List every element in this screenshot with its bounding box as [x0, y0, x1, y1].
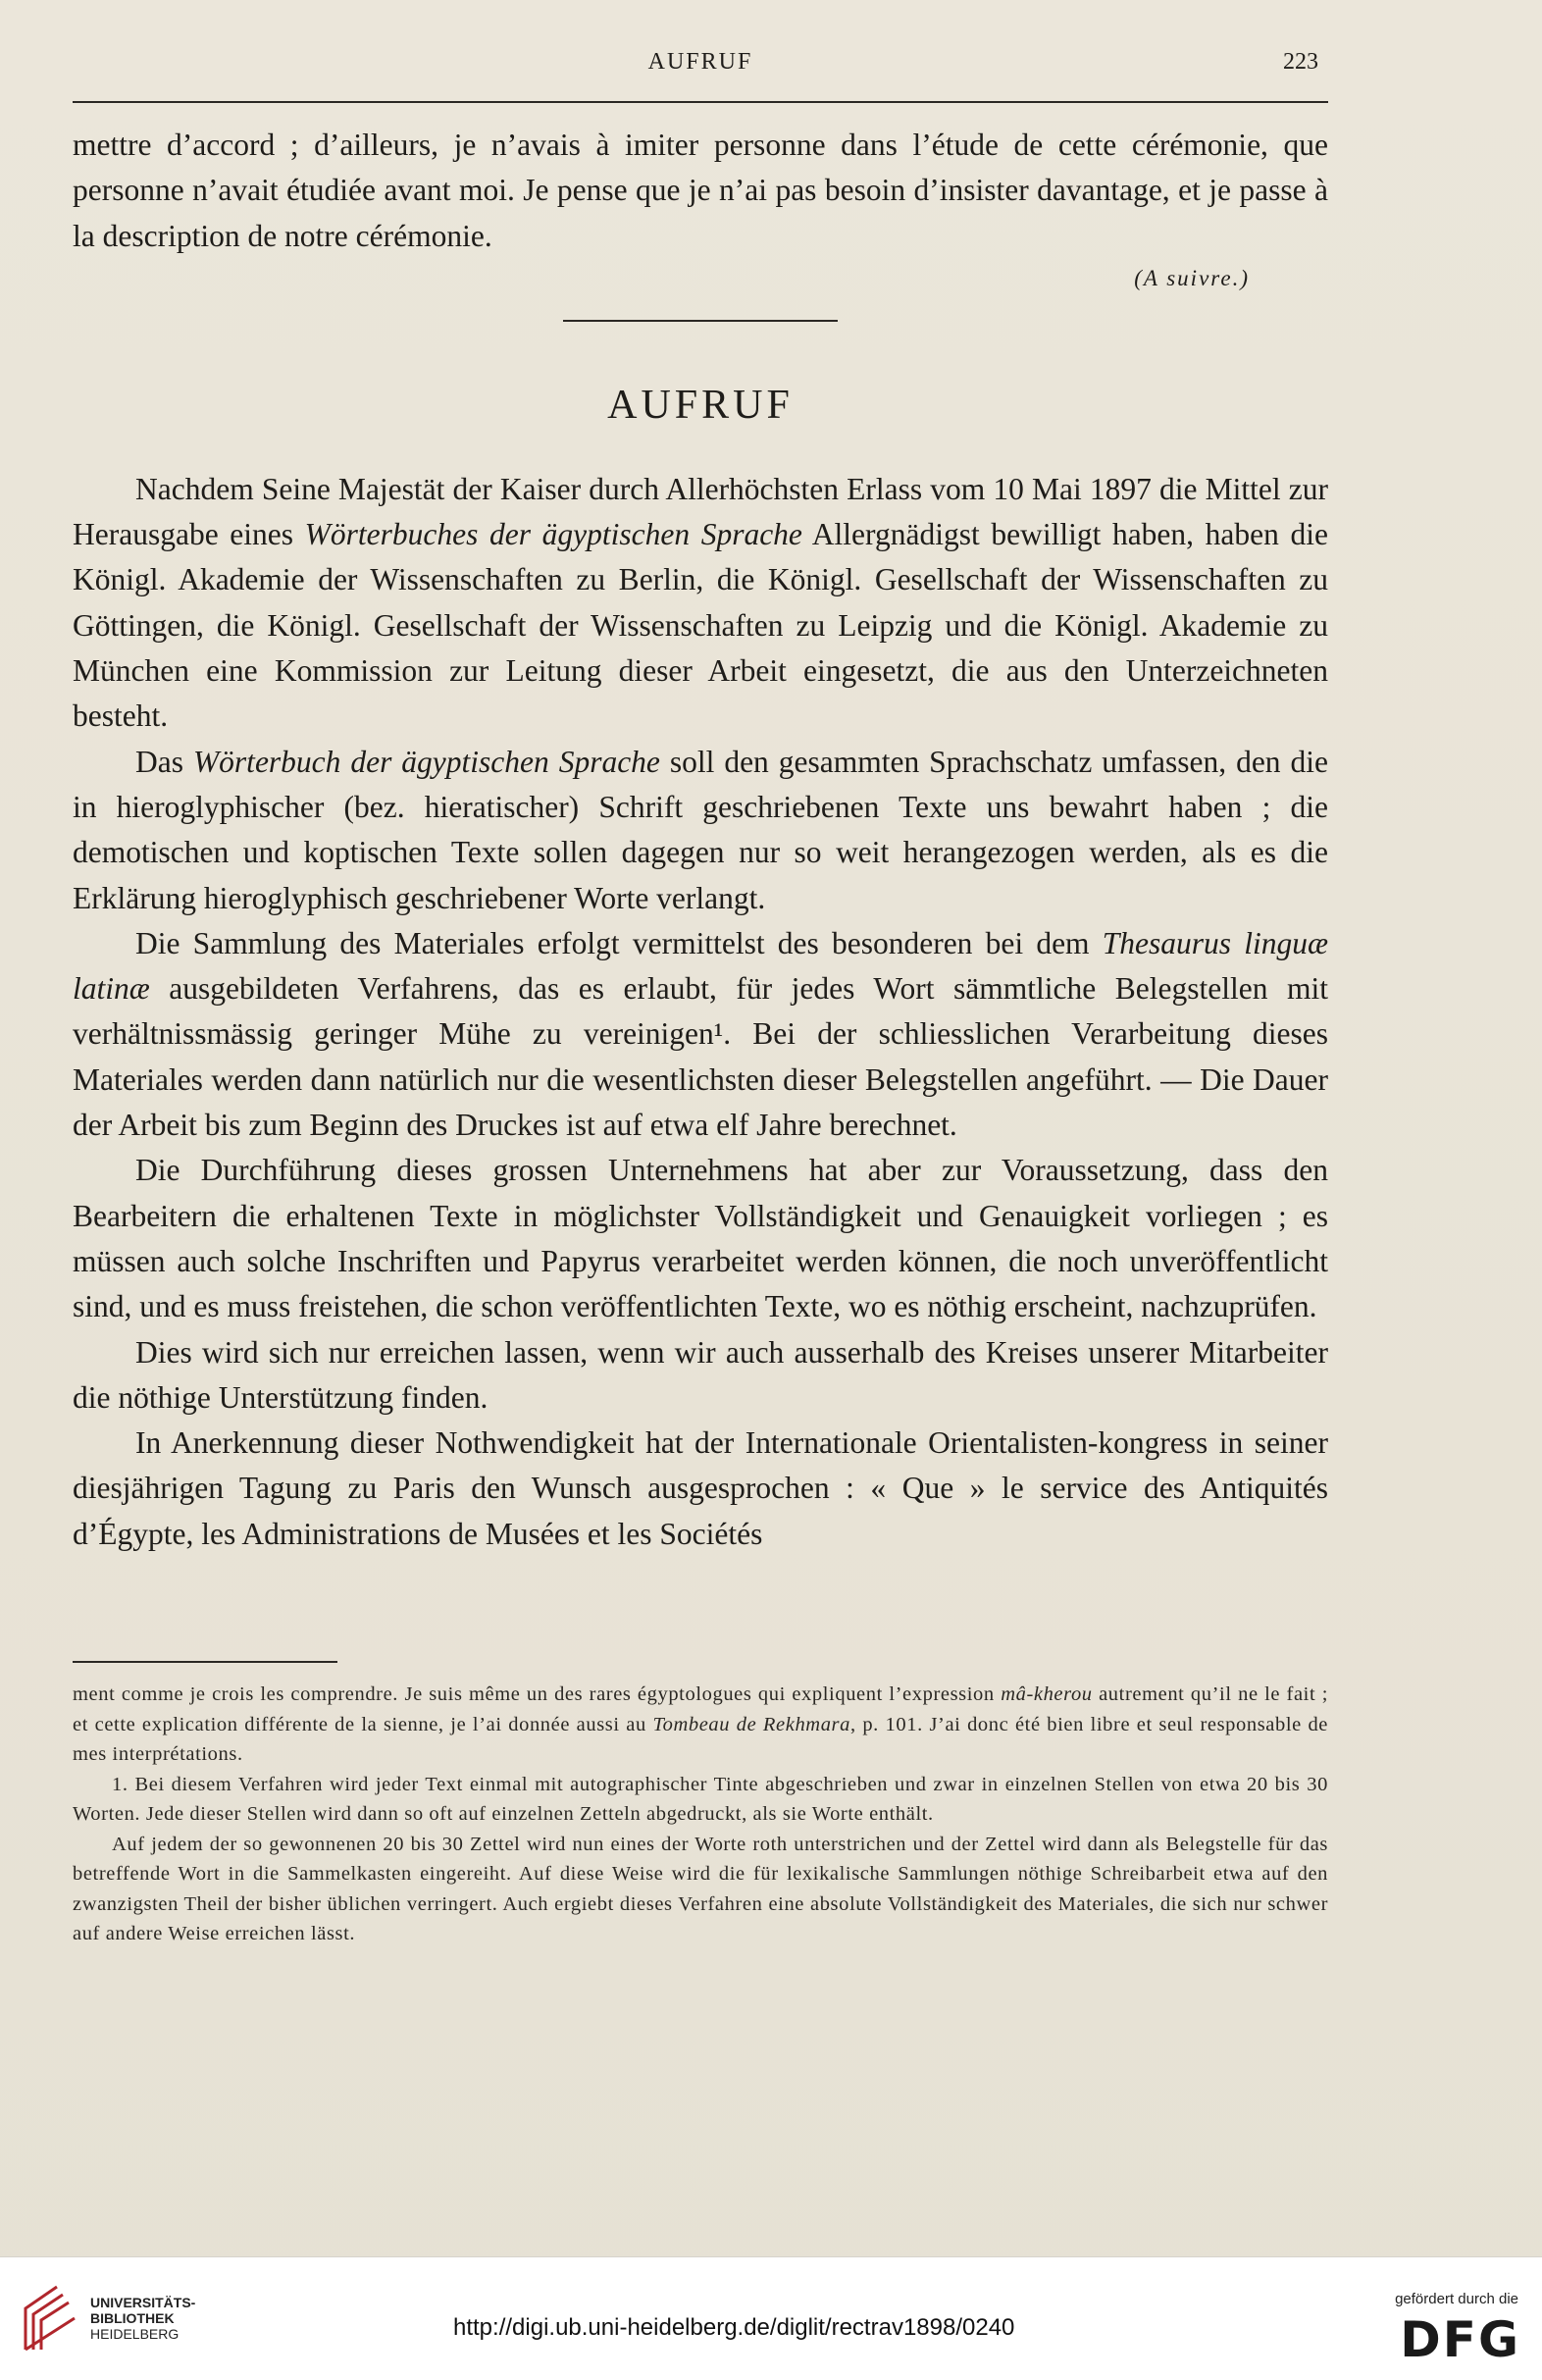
paragraph: Das Wörterbuch der ägyptischen Sprache soll den gesammten Sprachschatz umfassen, den die in hieroglyphischer (bez. hieratischer) Schrift geschriebenen Texte uns bewahrt haben ; die demotischen und koptischen Texte sollen dagegen nur so weit herangezogen werden, als es die Erklärung hieroglyphisch geschriebener Worte verlangt.	[73, 744, 1328, 915]
a-suivre-note: (A suivre.)	[1134, 265, 1250, 290]
running-title: AUFRUF	[647, 49, 753, 75]
footnote-1: 1. Bei diesem Verfahren wird jeder Text einmal mit autographischer Tinte abgeschrieben und zwar in einzelnen Stellen von etwa 20 bis 30 Worten. Jede dieser Stellen wird dann so oft auf einzelnen Zetteln abgedruckt, als sie Worte enthält.	[73, 1773, 1328, 1825]
ub-heidelberg-logo-icon[interactable]	[18, 2279, 82, 2357]
footnote-rule	[73, 1661, 337, 1663]
dfg-logo[interactable]: DFG	[1400, 2311, 1520, 2368]
body-text	[73, 123, 1328, 1557]
footnote-1-continued: Auf jedem der so gewonnenen 20 bis 30 Zettel wird nun eines der Worte roth unterstrichen und der Zettel wird dann als Belegstelle für das betreffende Wort in die Sammelkasten eingereiht. Auf diese Weise wird die für lexikalische Sammlungen nöthige Schreibarbeit etwa auf den zwanzigsten Theil der bisher üblichen verringert. Auch ergiebt dieses Verfahren eine absolute Vollständigkeit des Materiales, die sich nur schwer auf andere Weise erreichen lässt.	[73, 1833, 1328, 1944]
paragraph: Dies wird sich nur erreichen lassen, wenn wir auch ausserhalb des Kreises unserer Mitarbeiter die nöthige Unterstützung finden.	[73, 1334, 1328, 1415]
running-head	[73, 49, 1328, 88]
header-rule	[73, 101, 1328, 103]
library-name[interactable]: UNIVERSITÄTS- BIBLIOTHEK HEIDELBERG	[90, 2295, 196, 2342]
digitization-banner	[0, 2256, 1542, 2380]
permalink-url[interactable]: http://digi.ub.uni-heidelberg.de/diglit/rectrav1898/0240	[453, 2314, 1015, 2341]
funding-caption: gefördert durch die	[1395, 2291, 1518, 2307]
footnotes	[73, 1680, 1328, 1949]
intro-paragraph: mettre d’accord ; d’ailleurs, je n’avais à imiter personne dans l’étude de cette cérémonie, que personne n’avait étudiée avant moi. Je pense que je n’ai pas besoin d’insister davantage, et je passe à la description de notre cérémonie.	[73, 128, 1328, 253]
page-number: 223	[1283, 49, 1318, 75]
section-title: AUFRUF	[607, 382, 794, 428]
paragraph: Nachdem Seine Majestät der Kaiser durch Allerhöchsten Erlass vom 10 Mai 1897 die Mittel zur Herausgabe eines Wörterbuches der ägyptischen Sprache Allergnädigst bewilligt haben, haben die Königl. Akademie der Wissenschaften zu Berlin, die Königl. Gesellschaft der Wissenschaften zu Göttingen, die Königl. Gesellschaft der Wissenschaften zu Leipzig und die Königl. Akademie zu München eine Kommission zur Leitung dieser Arbeit eingesetzt, die aus den Unterzeichneten besteht.	[73, 471, 1328, 734]
paragraph: Die Sammlung des Materiales erfolgt vermittelst des besonderen bei dem Thesaurus linguæ latinæ ausgebildeten Verfahrens, das es erlaubt, für jedes Wort sämmtliche Belegstellen mit verhältnissmässig geringer Mühe zu vereinigen¹. Bei der schliesslichen Verarbeitung dieses Materiales werden dann natürlich nur die wesentlichsten dieser Belegstellen angeführt. — Die Dauer der Arbeit bis zum Beginn des Druckes ist auf etwa elf Jahre berechnet.	[73, 925, 1328, 1143]
paragraph: In Anerkennung dieser Nothwendigkeit hat der Internationale Orientalisten-kongress in seiner diesjährigen Tagung zu Paris den Wunsch ausgesprochen : « Que » le service des Antiquités d’Égypte, les Administrations de Musées et les Sociétés	[73, 1425, 1328, 1551]
section-separator	[563, 320, 838, 322]
footnote-continuation: ment comme je crois les comprendre. Je suis même un des rares égyptologues qui expliquent l’expression mâ-kherou autrement qu’il ne le fait ; et cette explication différente de la sienne, je l’ai donnée aussi au Tombeau de Rekhmara, p. 101. J’ai donc été bien libre et seul responsable de mes interprétations.	[73, 1683, 1329, 1765]
paragraph: Die Durchführung dieses grossen Unternehmens hat aber zur Voraussetzung, dass den Bearbeitern die erhaltenen Texte in möglichster Vollständigkeit und Genauigkeit vorliegen ; es müssen auch solche Inschriften und Papyrus verarbeitet werden können, die noch unveröffentlicht sind, und es muss freistehen, die schon veröffentlichten Texte, wo es nöthig erscheint, nachzuprüfen.	[73, 1153, 1328, 1324]
